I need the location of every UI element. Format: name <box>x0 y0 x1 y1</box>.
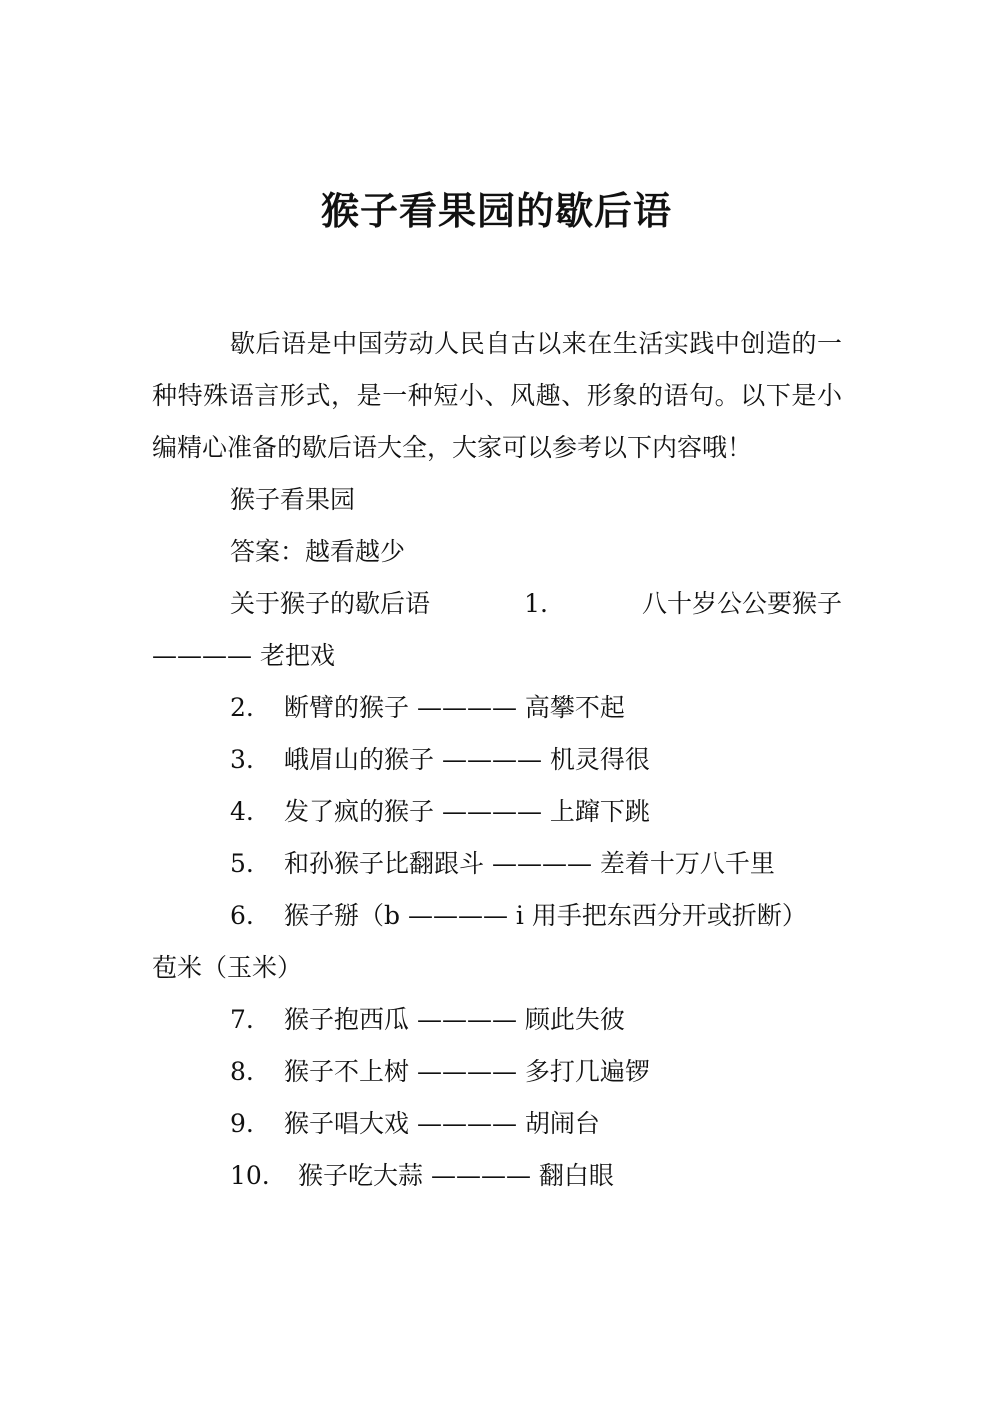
riddle-question: 猴子看果园 <box>230 485 356 514</box>
item-number: 4. <box>230 797 254 826</box>
item-number: 2. <box>230 693 254 722</box>
item-number: 7. <box>230 1005 254 1034</box>
intro-paragraph: 歇后语是中国劳动人民自古以来在生活实践中创造的一种特殊语言形式，是一种短小、风趣、形象的语句。以下是小编精心准备的歇后语大全，大家可以参考以下内容哦！ <box>152 329 842 462</box>
list-item <box>152 682 842 734</box>
list-item <box>152 786 842 838</box>
list-item <box>152 1098 842 1150</box>
item-text: 猴子抱西瓜 ———— 顾此失彼 <box>284 1005 625 1034</box>
item-text: 和孙猴子比翻跟斗 ———— 差着十万八千里 <box>284 849 775 878</box>
item-number: 3. <box>230 745 254 774</box>
item-number-1: 1. <box>524 589 548 618</box>
item-continuation-1: ———— 老把戏 <box>152 641 335 670</box>
list-item <box>152 1046 842 1098</box>
list-item <box>152 838 842 890</box>
list-item <box>152 1150 842 1202</box>
list-item <box>152 994 842 1046</box>
item-number: 5. <box>230 849 254 878</box>
item-text: 猴子掰（b ———— i 用手把东西分开或折断） <box>284 901 807 930</box>
section-heading: 关于猴子的歇后语 <box>230 589 431 618</box>
section-heading-row <box>152 578 842 630</box>
item-text: 断臂的猴子 ———— 高攀不起 <box>284 693 625 722</box>
item-number: 6. <box>230 901 254 930</box>
item-continuation-6: 苞米（玉米） <box>152 953 303 982</box>
item-number: 10. <box>230 1161 270 1190</box>
item-number: 8. <box>230 1057 254 1086</box>
item-text: 猴子不上树 ———— 多打几遍锣 <box>284 1057 650 1086</box>
item-text: 峨眉山的猴子 ———— 机灵得很 <box>284 745 650 774</box>
document-title: 猴子看果园的歇后语 <box>320 188 672 233</box>
item-number: 9. <box>230 1109 254 1138</box>
riddle-answer: 答案：越看越少 <box>230 537 406 566</box>
item-text: 猴子吃大蒜 ———— 翻白眼 <box>298 1161 614 1190</box>
list-item <box>152 890 842 942</box>
list-item <box>152 734 842 786</box>
item-text: 发了疯的猴子 ———— 上蹿下跳 <box>284 797 650 826</box>
item-text: 猴子唱大戏 ———— 胡闹台 <box>284 1109 600 1138</box>
item-text-1: 八十岁公公要猴子 <box>641 589 842 618</box>
document-body <box>152 318 842 1202</box>
